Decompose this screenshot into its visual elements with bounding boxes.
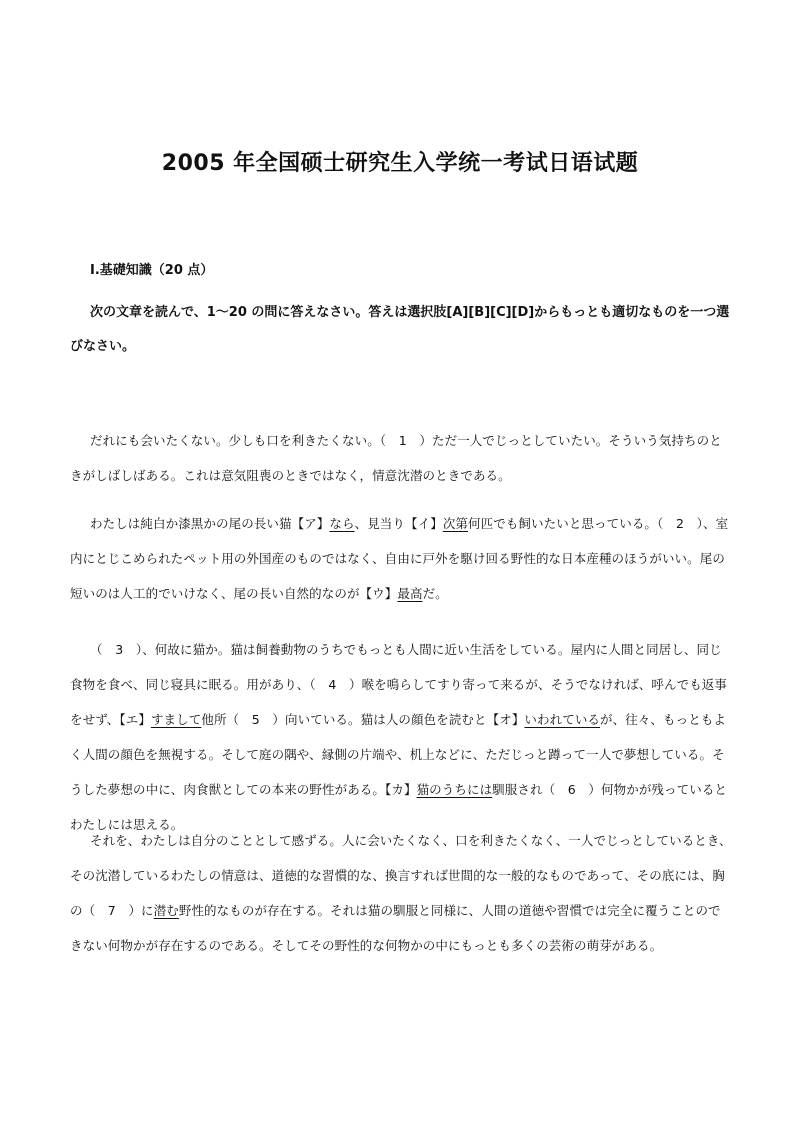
paragraph-2 xyxy=(70,506,732,611)
instruction-text: 次の文章を読んで、1～20 の問に答えなさい。答えは選択肢[A][B][C][D]からもっとも適切なものを一つ選びなさい。 xyxy=(70,305,730,354)
underlined-word-a: なら xyxy=(329,516,355,531)
paragraph-3-text: 馴服され（ 6 ）何物かが残っているとわたしには思える。 xyxy=(70,782,728,832)
paragraph-4-text: それを、わたしは自分のこととして感ずる。人に会いたくなく、口を利きたくなく、一人でじっとしているとき、その沈潜しているわたしの情意は、道徳的な習慣的な、換言すれば世間的な一般的なものであって、その底には、胸の（ 7 ）に xyxy=(70,833,732,918)
paragraph-4 xyxy=(70,823,732,963)
paragraph-2-text: だ。 xyxy=(422,586,448,601)
paragraph-3-text: 他所（ 5 ）向いている。猫は人の顔色を読むと【オ】 xyxy=(201,712,525,727)
underlined-word-hisomu: 潜む xyxy=(153,903,179,918)
paragraph-2-text: わたしは純白か漆黒かの尾の長い猫【ア】 xyxy=(90,516,330,531)
paragraph-1-text: だれにも会いたくない。少しも口を利きたくない。（ 1 ）ただ一人でじっとしていたい。そういう気持ちのときがしばしばある。これは意気阻喪のときではなく，情意沈潜のときである。 xyxy=(70,433,722,483)
document-title: 2005 年全国硕士研究生入学统一考试日语试题 xyxy=(161,151,639,176)
underlined-word-ka: 猫のうちには xyxy=(416,782,493,797)
section-heading: Ⅰ.基礎知識（20 点） xyxy=(90,263,214,278)
paragraph-1 xyxy=(70,423,732,493)
paragraph-3 xyxy=(70,632,732,842)
underlined-word-u: 最高 xyxy=(397,586,423,601)
paragraph-4-text: 野性的なものが存在する。それは猫の馴服と同様に、人間の道徳や習慣では完全に覆うことのできない何物かが存在するのである。そしてその野性的な何物かの中にもっとも多くの芸術の萌芽がある。 xyxy=(70,903,721,953)
paragraph-2-text: 何匹でも飼いたいと思っている。（ 2 ）、室内にとじこめられたペット用の外国産のものではなく、自由に戸外を駆け回る野性的な日本産種のほうがいい。尾の短いのは人工的でいけなく、尾の長い自然的なのが【ウ】 xyxy=(70,516,729,601)
paragraph-3-text: （ 3 ）、何故に猫か。猫は飼養動物のうちでもっとも人間に近い生活をしている。屋内に人間と同居し、同じ食物を食べ、同じ寝具に眠る。用があり、（ 4 ）喉を鳴らしてすり寄って来るが、そうでなければ、呼んでも返事をせず、【エ】 xyxy=(70,642,728,727)
paragraph-3-text: が、往々、もっともよく人間の顔色を無視する。そして庭の隅や、縁側の片端や、机上などに、ただじっと蹲って一人で夢想している。そうした夢想の中に、肉食獣としての本来の野性がある。【カ】 xyxy=(70,712,727,797)
paragraph-2-text: 、見当り【イ】 xyxy=(354,516,443,531)
underlined-word-e: すまして xyxy=(150,712,202,727)
underlined-word-i: 次第 xyxy=(442,516,469,531)
underlined-word-o: いわれている xyxy=(524,712,601,727)
